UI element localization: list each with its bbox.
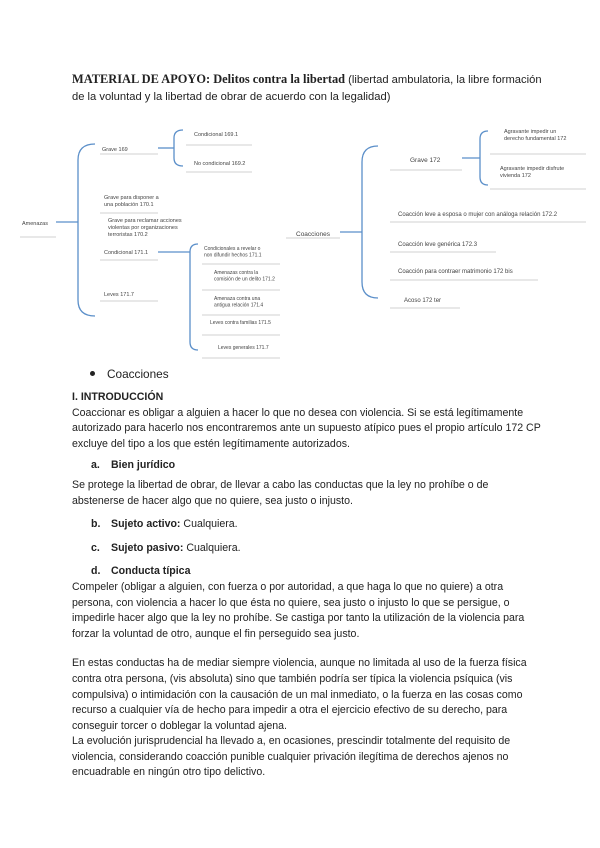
root-bracket xyxy=(78,144,95,316)
section-a-letter: a. xyxy=(91,459,100,472)
diagram-left-branch: Condicional 171.1 xyxy=(104,250,149,256)
diagram-condicional-child: Amenaza contra una antigua relación 171.4 xyxy=(214,296,264,309)
diagram-root-label: Amenazas xyxy=(22,221,48,227)
diagram-condicional-child: Amenazas contra la comisión de un delito 171.2 xyxy=(214,270,275,283)
document-body xyxy=(72,390,542,781)
diagram-condicional-child: Leves generales 171.7 xyxy=(218,345,269,351)
section-b-letter: b. xyxy=(91,518,101,531)
intro-paragraph: Coaccionar es obligar a alguien a hacer lo que no desea con violencia. Si se está legítimamente autorizado para hacerlo nos encontraremos ante un supuesto atípico pues el propio artículo 172 CP excluye del tipo a los que estén legítimamente autorizados. xyxy=(72,406,541,450)
section-c-text: Cualquiera. xyxy=(183,541,241,554)
underlines xyxy=(20,145,586,358)
section-b-heading xyxy=(72,517,542,533)
jurisprudence-paragraph: La evolución jurisprudencial ha llevado a, en ocasiones, prescindir totalmente del requisito de violencia, considerando coacción punible cualquier privación ilegítima de derechos ajenos no encuadrable en ningún otro tipo delictivo. xyxy=(72,735,511,779)
section-d-letter: d. xyxy=(91,565,101,578)
diagram-grave172-child: Agravante impedir disfrute vivienda 172 xyxy=(500,166,565,179)
center-bracket xyxy=(362,146,378,298)
section-a-paragraph: Se protege la libertad de obrar, de llevar a cabo las conductas que la ley no prohíbe o de abstenerse de hacer algo que no quiere, sea justo o injusto. xyxy=(72,478,489,507)
section-b-text: Cualquiera. xyxy=(180,518,238,531)
diagram-left-branch: Leves 171.7 xyxy=(104,292,134,298)
diagram-right-branch: Grave 172 xyxy=(410,157,441,164)
bullet-item-coacciones xyxy=(90,367,169,381)
section-d-heading xyxy=(72,564,542,580)
section-a-title: Bien jurídico xyxy=(111,459,176,472)
page-title xyxy=(72,71,542,106)
violence-paragraph: En estas conductas ha de mediar siempre violencia, aunque no limitada al uso de la fuerza física contra otra persona, (vis absoluta) sino que también podría ser típica la violencia psíquica (vis compulsiva) o intimidación con la causación de un mal inmediato, o la fuerza en las cosas como recurso a cualquier vía de hecho para impedir a otra el ejercicio efectivo de su derecho, para conseguir torcer o doblegar la voluntad ajena. xyxy=(72,657,527,732)
diagram-left-branch: Grave para disponer a una población 170.1 xyxy=(104,195,159,208)
section-d-paragraph: Compeler (obligar a alguien, con fuerza o por autoridad, a que haga lo que no quiere) a otra persona, con violencia a hacer lo que ésta no quiere, sea justo o injusto lo que se persigue, o impedirle hacer algo que la ley no prohíbe. Se castiga por tanto la utilización de la violencia para forzar la voluntad de otro, aunque el fin perseguido sea justo. xyxy=(72,580,525,640)
diagram-condicional-child: Leves contra familias 171.5 xyxy=(210,320,271,326)
diagram-right-branch: Coacción leve a esposa o mujer con análoga relación 172.2 xyxy=(398,212,558,218)
title-bold: MATERIAL DE APOYO: Delitos contra la libertad xyxy=(72,72,346,86)
diagram-grave172-child: Agravante impedir un derecho fundamental 172 xyxy=(504,129,567,142)
diagram-right-branch: Coacción para contraer matrimonio 172 bis xyxy=(398,269,513,275)
bullet-dot-icon xyxy=(90,371,95,376)
diagram-right-branch: Coacción leve genérica 172.3 xyxy=(398,242,478,248)
bullet-text: Coacciones xyxy=(107,367,169,381)
diagram-left-branch: Grave para reclamar acciones violentas por organizaciones terroristas 170.2 xyxy=(108,218,182,238)
diagram-center-label: Coacciones xyxy=(296,231,330,238)
diagram-left-branch: Grave 169 xyxy=(102,147,128,153)
condicional-bracket xyxy=(190,244,198,350)
section-a-heading xyxy=(72,458,542,474)
section-c-letter: c. xyxy=(91,541,100,554)
diagram-grave-child: No condicional 169.2 xyxy=(194,161,246,167)
diagram-condicional-child: Condicionales a revelar o non difundir hechos 171.1 xyxy=(204,246,262,259)
connector-lines xyxy=(56,130,488,350)
section-c-title: Sujeto pasivo: xyxy=(111,541,184,554)
diagram-grave-child: Condicional 169.1 xyxy=(194,132,239,138)
section-c-heading xyxy=(72,541,542,557)
section-d-title: Conducta típica xyxy=(111,565,191,578)
diagram-right-branch: Acoso 172 ter xyxy=(404,298,442,304)
section-b-title: Sujeto activo: xyxy=(111,518,181,531)
grave-bracket xyxy=(174,130,183,166)
intro-heading: I. INTRODUCCIÓN xyxy=(72,391,164,403)
grave172-bracket xyxy=(480,131,488,185)
title-rest: (libertad ambulatoria, la libre formación de la voluntad y la libertad de obrar de acuerdo con la legalidad) xyxy=(72,74,542,103)
